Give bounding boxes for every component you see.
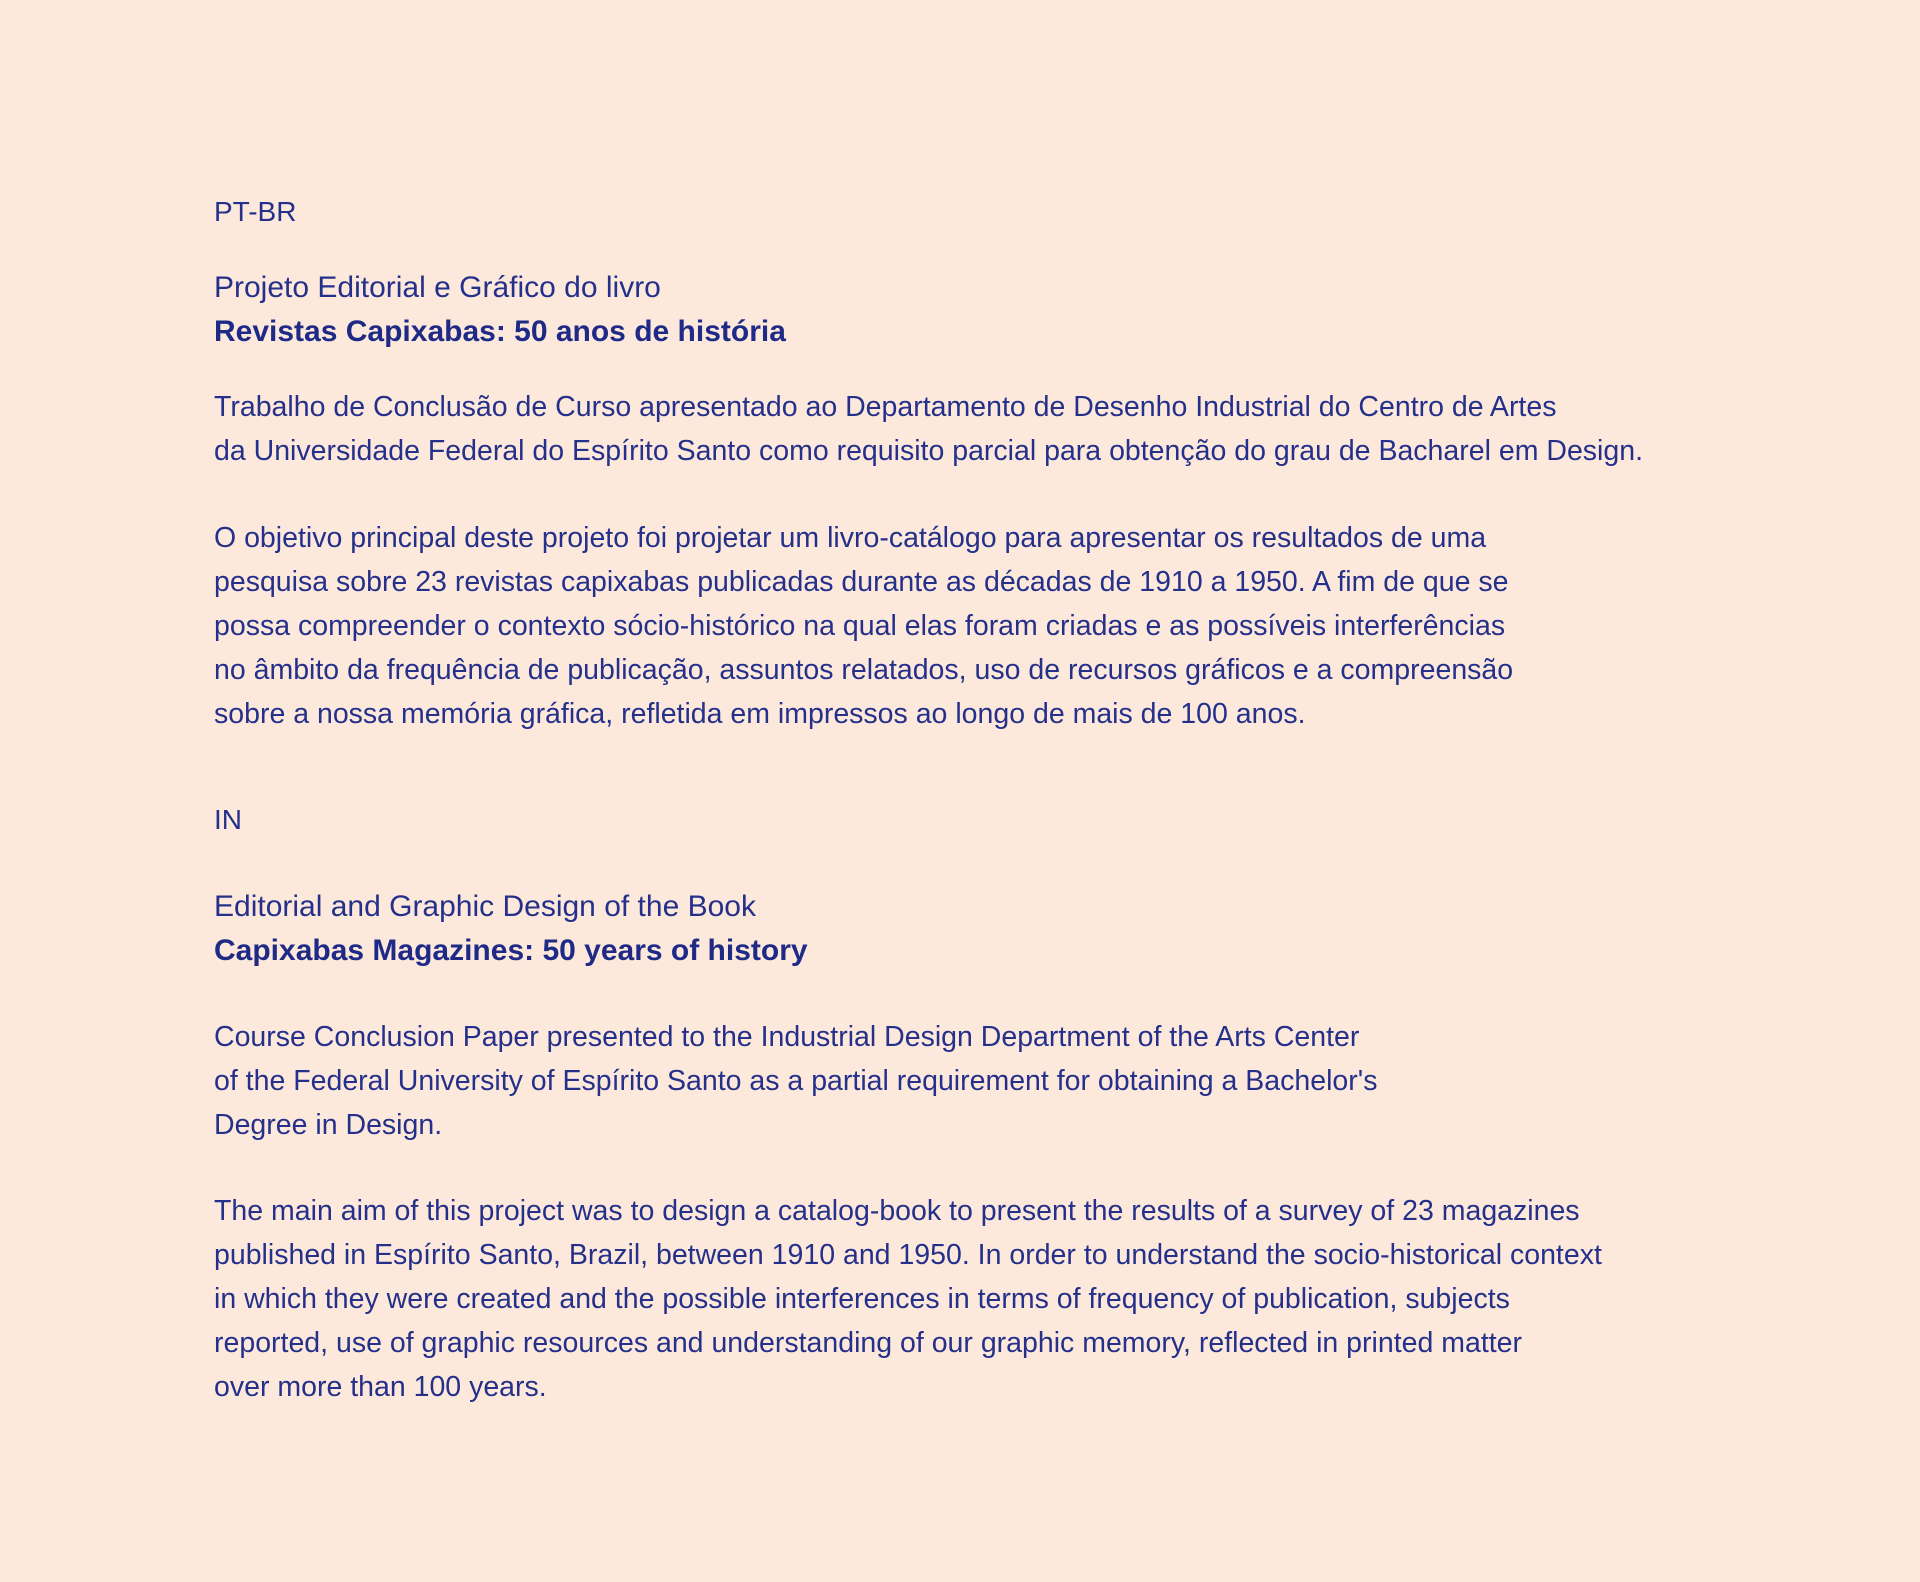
text-line: published in Espírito Santo, Brazil, between 1910 and 1950. In order to understand the socio-historical context bbox=[214, 1239, 1602, 1271]
text-line: possa compreender o contexto sócio-histórico na qual elas foram criadas e as possíveis interferências bbox=[214, 610, 1506, 642]
text-line: Degree in Design. bbox=[214, 1109, 443, 1141]
text-line: in which they were created and the possible interferences in terms of frequency of publication, subjects bbox=[214, 1283, 1510, 1315]
book-subtitle-en: Editorial and Graphic Design of the Book bbox=[214, 890, 756, 923]
text-line: da Universidade Federal do Espírito Santo como requisito parcial para obtenção do grau de Bacharel em Design. bbox=[214, 435, 1643, 467]
text-line: reported, use of graphic resources and understanding of our graphic memory, reflected in printed matter bbox=[214, 1327, 1523, 1359]
body-paragraph-pt bbox=[214, 516, 1513, 736]
book-subtitle-pt: Projeto Editorial e Gráfico do livro bbox=[214, 271, 661, 304]
text-line: O objetivo principal deste projeto foi projetar um livro-catálogo para apresentar os resultados de uma bbox=[214, 522, 1487, 554]
book-title-pt: Revistas Capixabas: 50 anos de história bbox=[214, 315, 786, 348]
text-line: of the Federal University of Espírito Santo as a partial requirement for obtaining a Bachelor's bbox=[214, 1065, 1378, 1097]
text-line: no âmbito da frequência de publicação, assuntos relatados, uso de recursos gráficos e a compreensão bbox=[214, 654, 1514, 686]
title-block-pt bbox=[214, 266, 786, 354]
text-line: over more than 100 years. bbox=[214, 1371, 547, 1403]
language-label-en: IN bbox=[214, 804, 242, 835]
text-line: pesquisa sobre 23 revistas capixabas publicadas durante as décadas de 1910 a 1950. A fim de que se bbox=[214, 566, 1509, 598]
language-label-pt: PT-BR bbox=[214, 196, 297, 227]
text-line: Trabalho de Conclusão de Curso apresentado ao Departamento de Desenho Industrial do Centro de Artes bbox=[214, 391, 1557, 423]
text-line: Course Conclusion Paper presented to the Industrial Design Department of the Arts Center bbox=[214, 1021, 1360, 1053]
title-block-en bbox=[214, 885, 808, 973]
intro-paragraph-pt bbox=[214, 385, 1643, 473]
book-title-en: Capixabas Magazines: 50 years of history bbox=[214, 934, 808, 967]
text-line: sobre a nossa memória gráfica, refletida em impressos ao longo de mais de 100 anos. bbox=[214, 698, 1306, 730]
text-line: The main aim of this project was to design a catalog-book to present the results of a survey of 23 magazines bbox=[214, 1195, 1580, 1227]
intro-paragraph-en bbox=[214, 1015, 1377, 1147]
body-paragraph-en bbox=[214, 1189, 1602, 1409]
